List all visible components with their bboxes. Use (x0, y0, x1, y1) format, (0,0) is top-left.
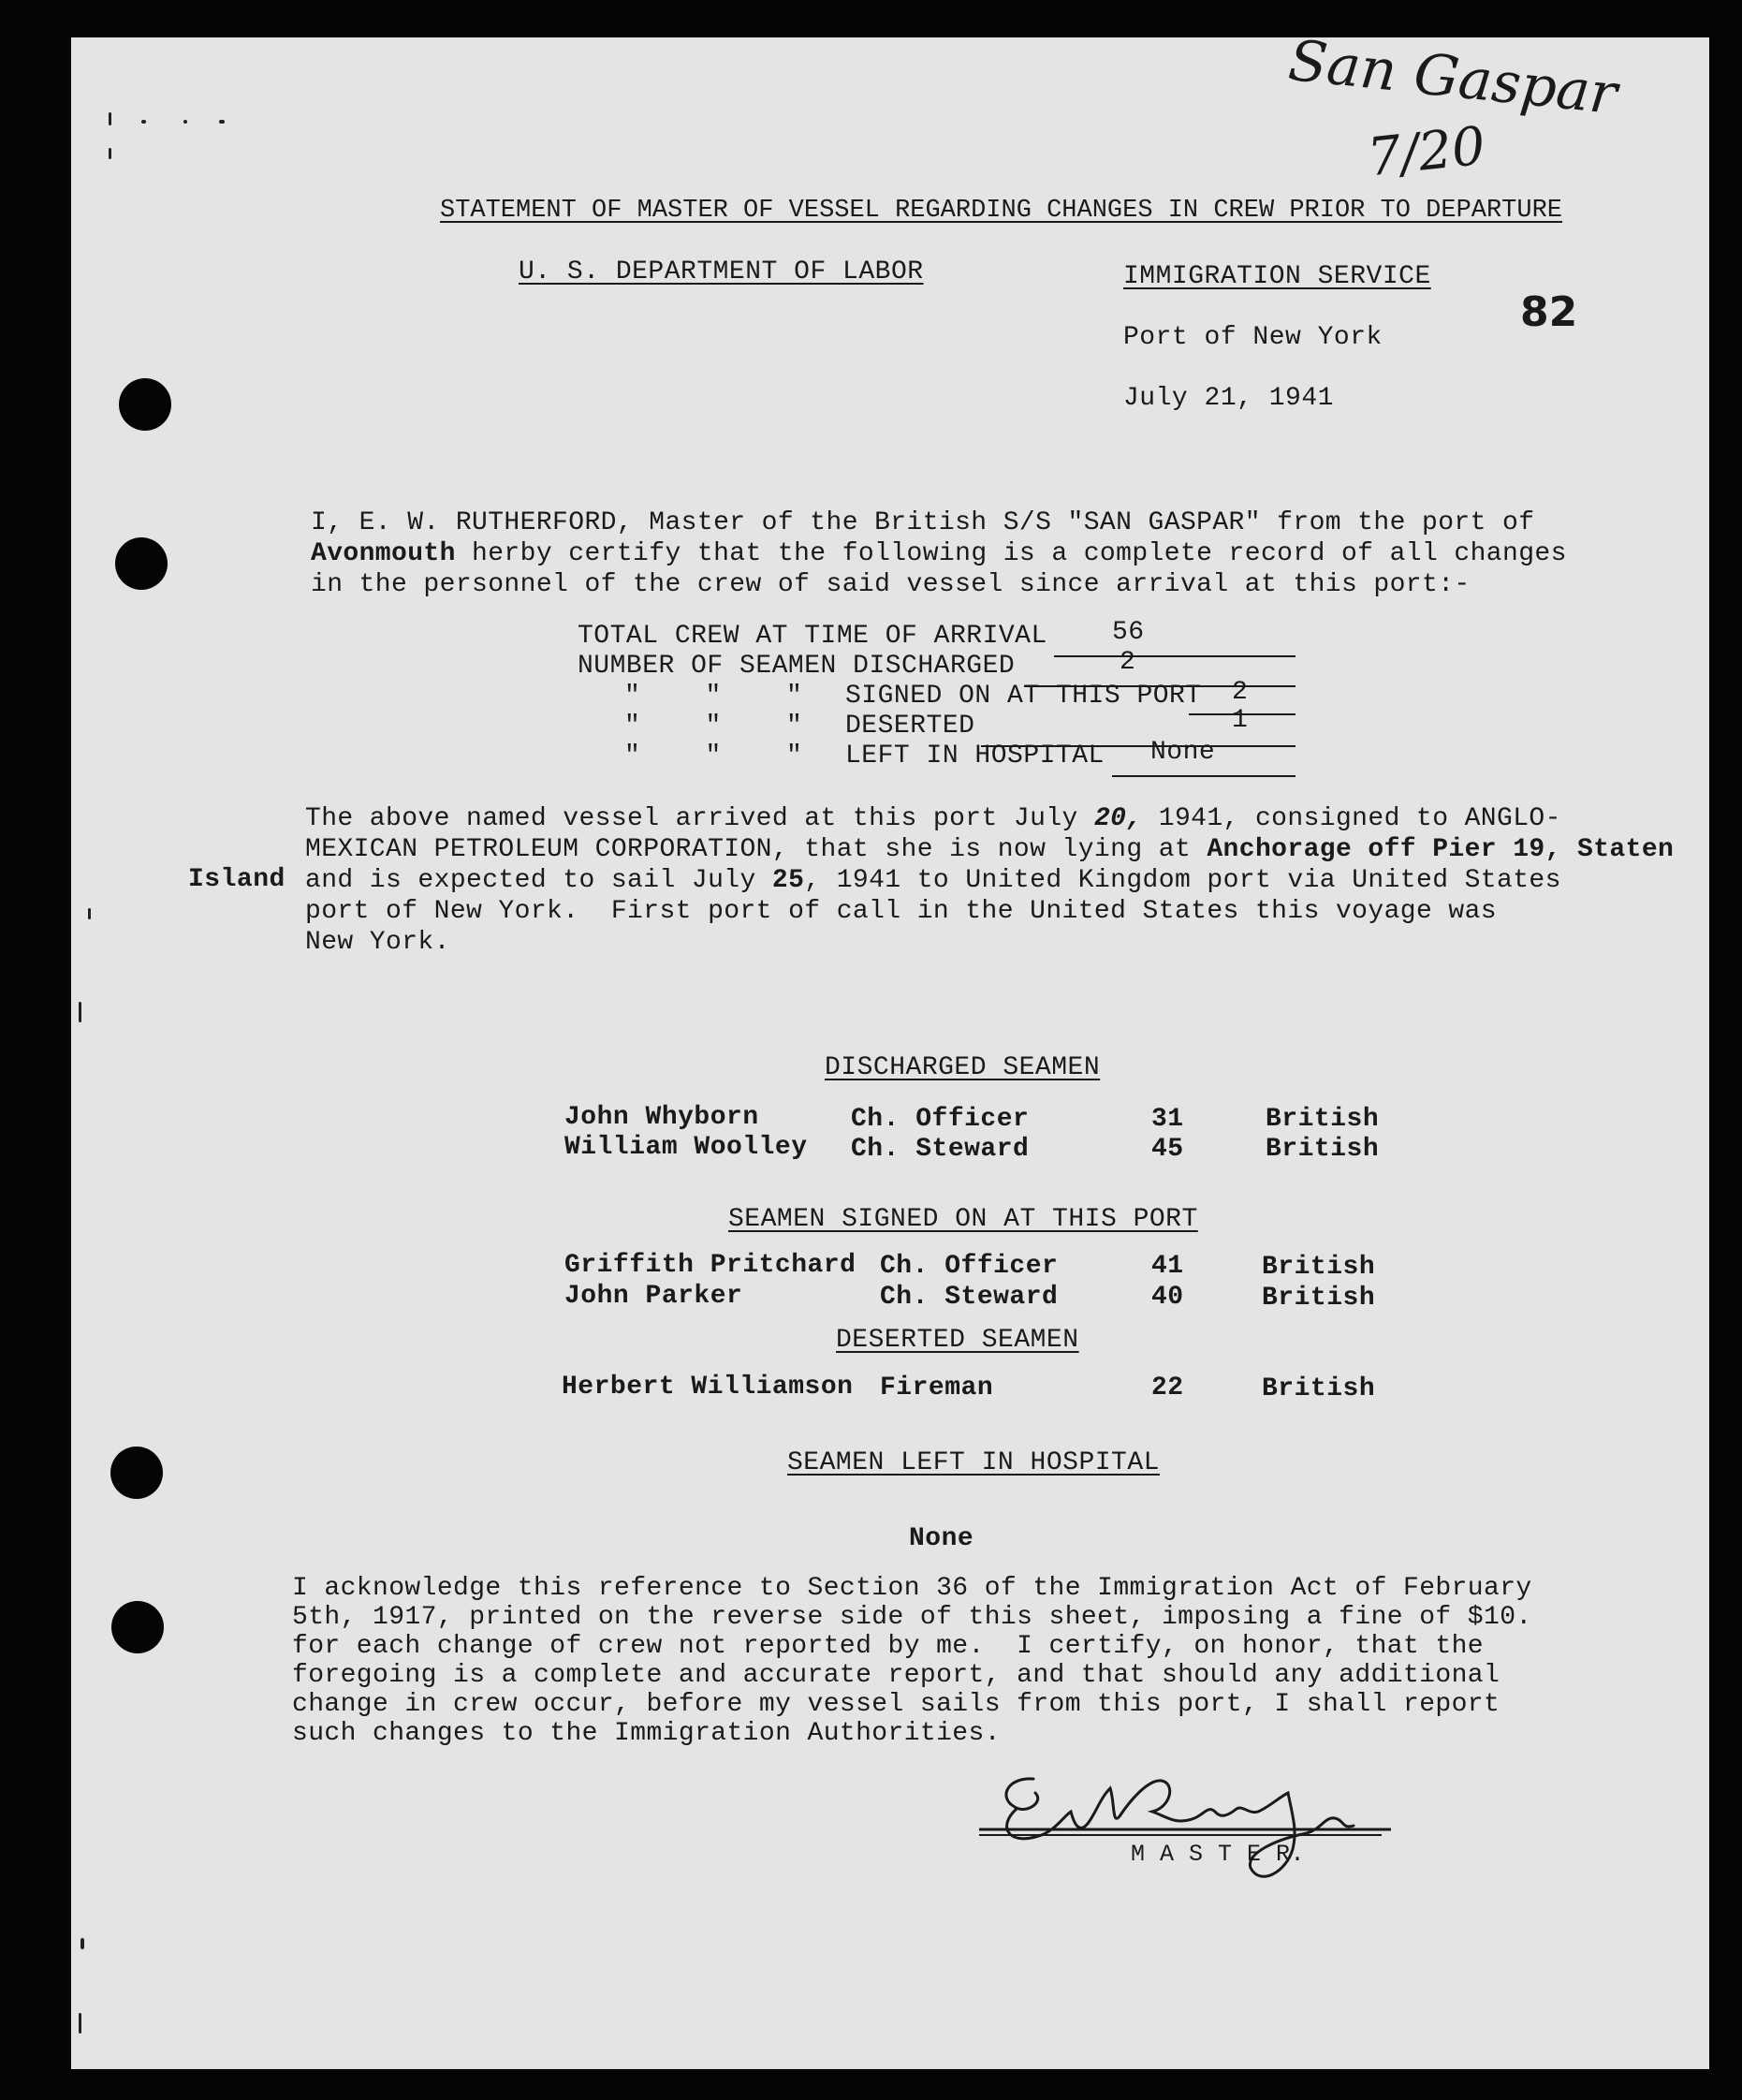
summary-total-value: 56 (1112, 618, 1145, 647)
vessel-line-4: port of New York. First port of call in the United States this voyage was (305, 897, 1498, 926)
crew-name: William Woolley (564, 1133, 808, 1162)
summary-hospital-rule (1112, 775, 1296, 777)
speck (79, 2013, 81, 2034)
intro-line-3: in the personnel of the crew of said vessel since arrival at this port:- (311, 570, 1471, 599)
vessel-line-2 (305, 834, 1674, 865)
summary-total-rule (1054, 655, 1296, 657)
summary-deserted-label: DESERTED (845, 712, 975, 741)
crew-rank: Fireman (880, 1373, 994, 1402)
summary-discharged-label: NUMBER OF SEAMEN DISCHARGED (578, 652, 1016, 681)
crew-nationality: British (1266, 1135, 1380, 1164)
vessel-line-2-a: MEXICAN PETROLEUM CORPORATION, that she is now lying at (305, 835, 1208, 864)
crew-name: John Whyborn (564, 1103, 759, 1132)
summary-signed-value: 2 (1232, 678, 1249, 707)
crew-nationality: British (1262, 1253, 1376, 1282)
speck (109, 148, 111, 159)
summary-total-label: TOTAL CREW AT TIME OF ARRIVAL (578, 622, 1047, 651)
crew-age: 45 (1151, 1135, 1184, 1164)
acknowledgement-line: such changes to the Immigration Authorities. (292, 1719, 1001, 1748)
department-name: U. S. DEPARTMENT OF LABOR (519, 257, 924, 286)
crew-rank: Ch. Officer (851, 1105, 1030, 1134)
handwritten-date-note: 7/20 (1364, 115, 1488, 189)
vessel-line-1-a: The above named vessel arrived at this port July (305, 804, 1094, 833)
hospital-value: None (909, 1524, 974, 1553)
vessel-line-3 (305, 865, 1561, 896)
acknowledgement-line: I acknowledge this reference to Section 36 of the Immigration Act of February (292, 1574, 1532, 1603)
acknowledgement-line: for each change of crew not reported by me. I certify, on honor, that the (292, 1632, 1485, 1661)
crew-rank: Ch. Officer (880, 1252, 1059, 1281)
speck (79, 1002, 81, 1022)
vessel-line-1-b: 1941, consigned to ANGLO- (1142, 804, 1561, 833)
intro-line-2 (311, 538, 1567, 569)
acknowledgement-line: foregoing is a complete and accurate report, and that should any additional (292, 1661, 1500, 1690)
crew-nationality: British (1262, 1374, 1376, 1403)
page-number: 82 (1520, 288, 1578, 336)
port-name: Port of New York (1123, 323, 1383, 352)
form-title: STATEMENT OF MASTER OF VESSEL REGARDING CHANGES IN CREW PRIOR TO DEPARTURE (440, 197, 1562, 225)
speck (81, 1938, 84, 1949)
summary-ditto-3: " " " (624, 742, 803, 771)
crew-nationality: British (1266, 1105, 1380, 1134)
acknowledgement-line: change in crew occur, before my vessel sails from this port, I shall report (292, 1690, 1500, 1719)
crew-rank: Ch. Steward (851, 1135, 1030, 1164)
signature-name (1013, 1777, 1020, 1778)
speck (183, 120, 187, 124)
crew-name: Griffith Pritchard (564, 1251, 856, 1280)
master-signature (970, 1760, 1400, 1901)
signed-on-heading: SEAMEN SIGNED ON AT THIS PORT (728, 1205, 1198, 1234)
sail-day: 25 (771, 866, 805, 895)
crew-name: Herbert Williamson (562, 1373, 854, 1402)
speck (141, 120, 146, 124)
punch-hole (119, 378, 171, 431)
intro-line-1: I, E. W. RUTHERFORD, Master of the British S/S "SAN GASPAR" from the port of (311, 508, 1535, 537)
signature-title: M A S T E R. (1131, 1841, 1306, 1868)
crew-rank: Ch. Steward (880, 1283, 1059, 1312)
origin-port: Avonmouth (311, 539, 456, 568)
anchorage-location: Anchorage off Pier 19, Staten (1207, 835, 1675, 864)
crew-nationality: British (1262, 1284, 1376, 1313)
intro-line-2-rest: herby certify that the following is a complete record of all changes (455, 539, 1567, 568)
summary-deserted-value: 1 (1232, 706, 1249, 735)
speck (88, 908, 91, 919)
summary-ditto-2: " " " (624, 712, 803, 741)
deserted-heading: DESERTED SEAMEN (836, 1326, 1079, 1355)
acknowledgement-line: 5th, 1917, printed on the reverse side of this sheet, imposing a fine of $10. (292, 1603, 1532, 1632)
punch-hole (115, 537, 168, 590)
summary-hospital-value: None (1150, 738, 1216, 767)
summary-ditto-1: " " " (624, 682, 803, 711)
anchorage-location-continued: Island (188, 865, 285, 894)
crew-age: 40 (1151, 1283, 1184, 1312)
vessel-line-1 (305, 803, 1561, 834)
speck (109, 112, 111, 125)
arrival-day: 20, (1093, 804, 1143, 833)
vessel-line-3-a: and is expected to sail July (305, 866, 772, 895)
crew-age: 31 (1151, 1105, 1184, 1134)
speck (219, 120, 225, 124)
summary-hospital-label: LEFT IN HOSPITAL (845, 742, 1105, 771)
summary-signed-label: SIGNED ON AT THIS PORT (845, 682, 1202, 711)
handwritten-vessel-note: San Gaspar (1285, 27, 1620, 128)
crew-name: John Parker (564, 1282, 743, 1311)
service-name: IMMIGRATION SERVICE (1123, 262, 1431, 291)
document-page (71, 27, 1709, 2069)
crew-age: 22 (1151, 1373, 1184, 1402)
vessel-line-3-b: , 1941 to United Kingdom port via United States (804, 866, 1561, 895)
summary-discharged-value: 2 (1120, 648, 1136, 677)
punch-hole (111, 1601, 164, 1653)
discharged-heading: DISCHARGED SEAMEN (825, 1053, 1101, 1082)
crew-age: 41 (1151, 1252, 1184, 1281)
hospital-heading: SEAMEN LEFT IN HOSPITAL (787, 1448, 1160, 1477)
punch-hole (110, 1447, 163, 1499)
vessel-line-5: New York. (305, 928, 450, 957)
document-date: July 21, 1941 (1123, 384, 1334, 413)
